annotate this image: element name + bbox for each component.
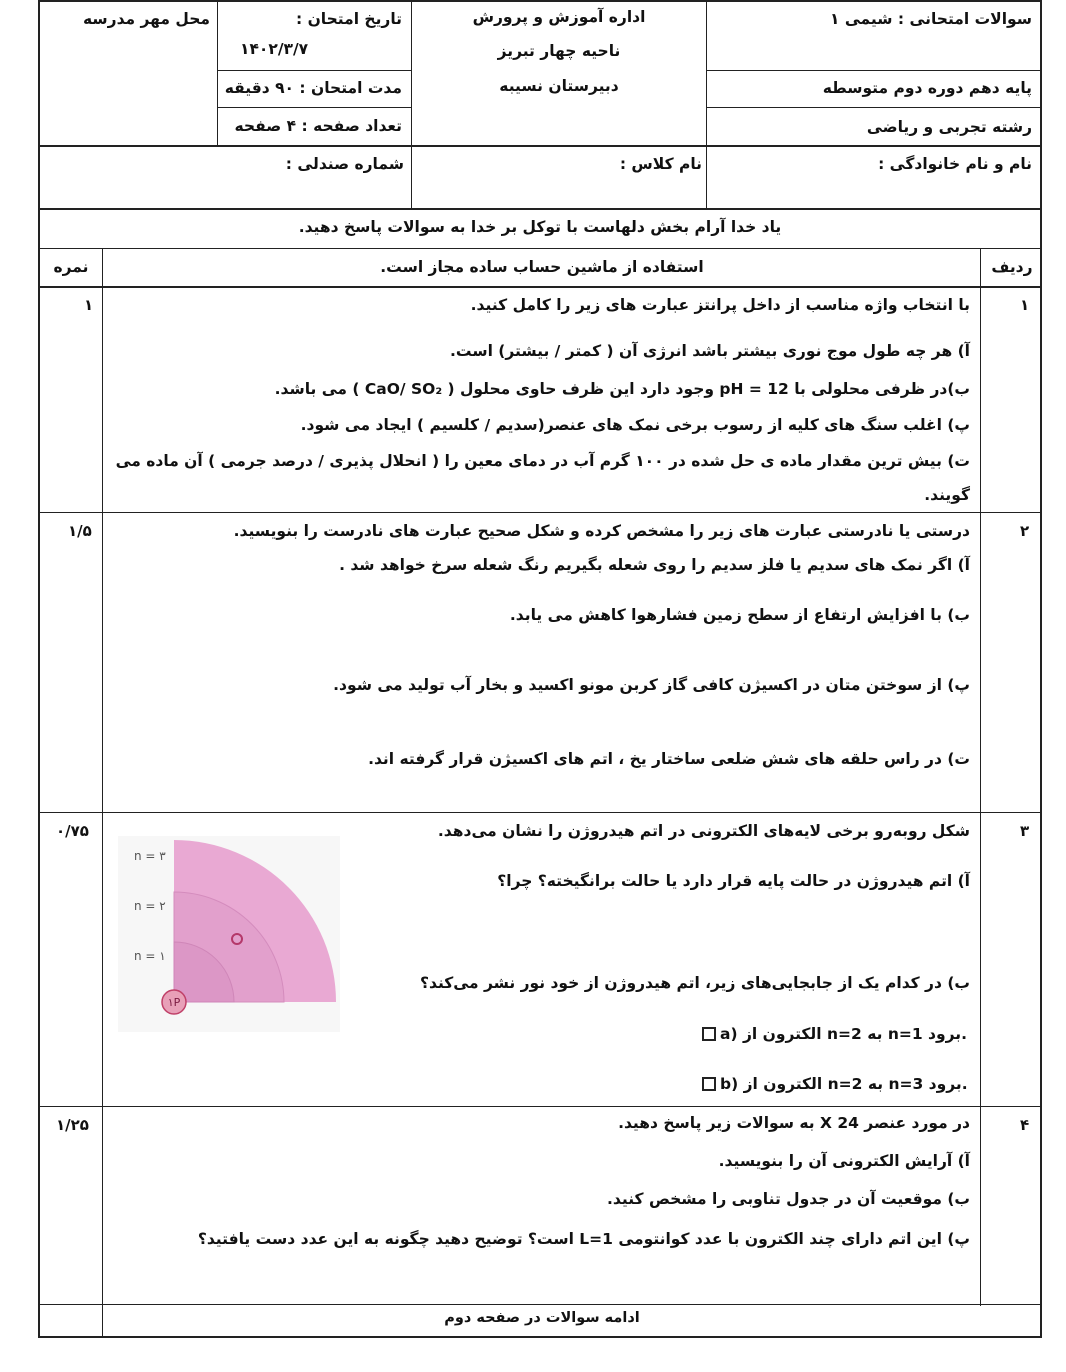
question-part: ب) در کدام یک از جابجایی‌های زیر، اتم هیدروژن از خود نور نشر می‌کند؟ <box>420 974 970 992</box>
question-part: پ) از سوختن متان در اکسیژن کافی گاز کربن مونو اکسید و بخار آب تولید می شود. <box>333 676 970 694</box>
school-stamp-label: محل مهر مدرسه <box>83 10 210 28</box>
school-name: دبیرستان نسیبه <box>499 77 619 95</box>
checkbox-b[interactable] <box>702 1077 716 1091</box>
option-b <box>698 1075 968 1093</box>
question-part: آ) اتم هیدروژن در حالت پایه قرار دارد یا حالت برانگیخته؟ چرا؟ <box>497 872 970 890</box>
shell-label: n = ۱ <box>134 949 166 963</box>
question-text: درستی یا نادرستی عبارت های زیر را مشخص کرده و شکل صحیح عبارت های نادرست را بنویسید. <box>233 522 970 540</box>
checkbox-a[interactable] <box>702 1027 716 1041</box>
exam-title: سوالات امتحانی : شیمی ۱ <box>829 10 1032 28</box>
exam-duration: مدت امتحان : ۹۰ دقیقه <box>224 79 402 97</box>
question-text: شکل روبه‌رو برخی لایه‌های الکترونی در اتم هیدروژن را نشان می‌دهد. <box>437 822 970 840</box>
org-line-1: اداره آموزش و پرورش <box>472 8 646 26</box>
seat-number-label: شماره صندلی : <box>285 155 404 173</box>
question-number: ۲ <box>1020 522 1030 540</box>
org-line-2: ناحیه چهار تبریز <box>497 42 621 60</box>
option-b-text: b) الکترون از n=2 به n=3 برود. <box>720 1075 968 1093</box>
question-part: پ) این اتم دارای چند الکترون با عدد کوانتومی L=1 است؟ توضیح دهید چگونه به این عدد دست یافتید؟ <box>197 1230 970 1248</box>
question-part: ت) در راس حلقه های شش ضلعی ساختار یخ ، اتم های اکسیژن قرار گرفته اند. <box>368 750 970 768</box>
nucleus-label: ۱P <box>167 996 181 1009</box>
question-part: ب)در ظرفی محلولی با pH = 12 وجود دارد این ظرف حاوی محلول ( CaO/ SO₂ ) می باشد. <box>274 380 970 398</box>
page-count: تعداد صفحه : ۴ صفحه <box>234 117 402 135</box>
question-score: ۰/۷۵ <box>56 822 89 840</box>
question-score: ۱ <box>84 296 94 314</box>
shell-diagram <box>118 836 340 1032</box>
option-a <box>698 1025 967 1043</box>
right-border <box>1040 0 1042 1338</box>
bottom-border <box>38 1336 1042 1338</box>
row-header: ردیف <box>991 258 1033 276</box>
option-a-text: a) الکترون از n=2 به n=1 برود. <box>720 1025 967 1043</box>
shell-label: n = ۳ <box>134 849 166 863</box>
question-part: گویند. <box>924 486 970 504</box>
motto: یاد خدا آرام بخش دلهاست با توکل بر خدا به سوالات پاسخ دهید. <box>298 218 782 236</box>
question-text: با انتخاب واژه مناسب از داخل پرانتز عبارت های زیر را کامل کنید. <box>470 296 970 314</box>
left-border <box>38 0 40 1338</box>
grade-level: پایه دهم دوره دوم متوسطه <box>822 79 1032 97</box>
question-part: ب) با افزایش ارتفاع از سطح زمین فشارهوا کاهش می یابد. <box>509 606 970 624</box>
class-name-label: نام کلاس : <box>619 155 702 173</box>
question-part: آ) اگر نمک های سدیم یا فلز سدیم را روی شعله بگیریم رنگ شعله سرخ خواهد شد . <box>339 556 970 574</box>
question-number: ۴ <box>1020 1116 1030 1134</box>
grade-header: نمره <box>53 258 89 276</box>
question-number: ۱ <box>1020 296 1030 314</box>
exam-date: ۱۴۰۲/۳/۷ <box>240 40 309 58</box>
question-part: ب) موقعیت آن در جدول تناوبی را مشخص کنید. <box>607 1190 970 1208</box>
student-name-label: نام و نام خانوادگی : <box>878 155 1032 173</box>
shell-label: n = ۲ <box>134 899 166 913</box>
question-part: ت) بیش ترین مقدار ماده ی حل شده در ۱۰۰ گرم آب در دمای معین را ( انحلال پذیری / درصد جرمی ) آن ماده می <box>115 452 970 470</box>
question-score: ۱/۲۵ <box>56 1116 89 1134</box>
question-text: در مورد عنصر X 24 به سوالات زیر پاسخ دهید. <box>618 1114 970 1132</box>
question-part: پ) اغلب سنگ های کلیه از رسوب برخی نمک های عنصر(سدیم / کلسیم ) ایجاد می شود. <box>300 416 970 434</box>
top-border <box>38 0 1042 2</box>
exam-date-label: تاریخ امتحان : <box>295 10 402 28</box>
hydrogen-shell-figure <box>118 836 340 1032</box>
question-part: آ) هر چه طول موج نوری بیشتر باشد انرژی آن ( کمتر / بیشتر) است. <box>450 342 970 360</box>
field-of-study: رشته تجربی و ریاضی <box>866 118 1032 136</box>
question-part: آ) آرایش الکترونی آن را بنویسید. <box>718 1152 970 1170</box>
calculator-note: استفاده از ماشین حساب ساده مجاز است. <box>380 258 704 276</box>
question-score: ۱/۵ <box>68 522 92 540</box>
continue-note: ادامه سوالات در صفحه دوم <box>444 1310 640 1326</box>
question-number: ۳ <box>1020 822 1030 840</box>
